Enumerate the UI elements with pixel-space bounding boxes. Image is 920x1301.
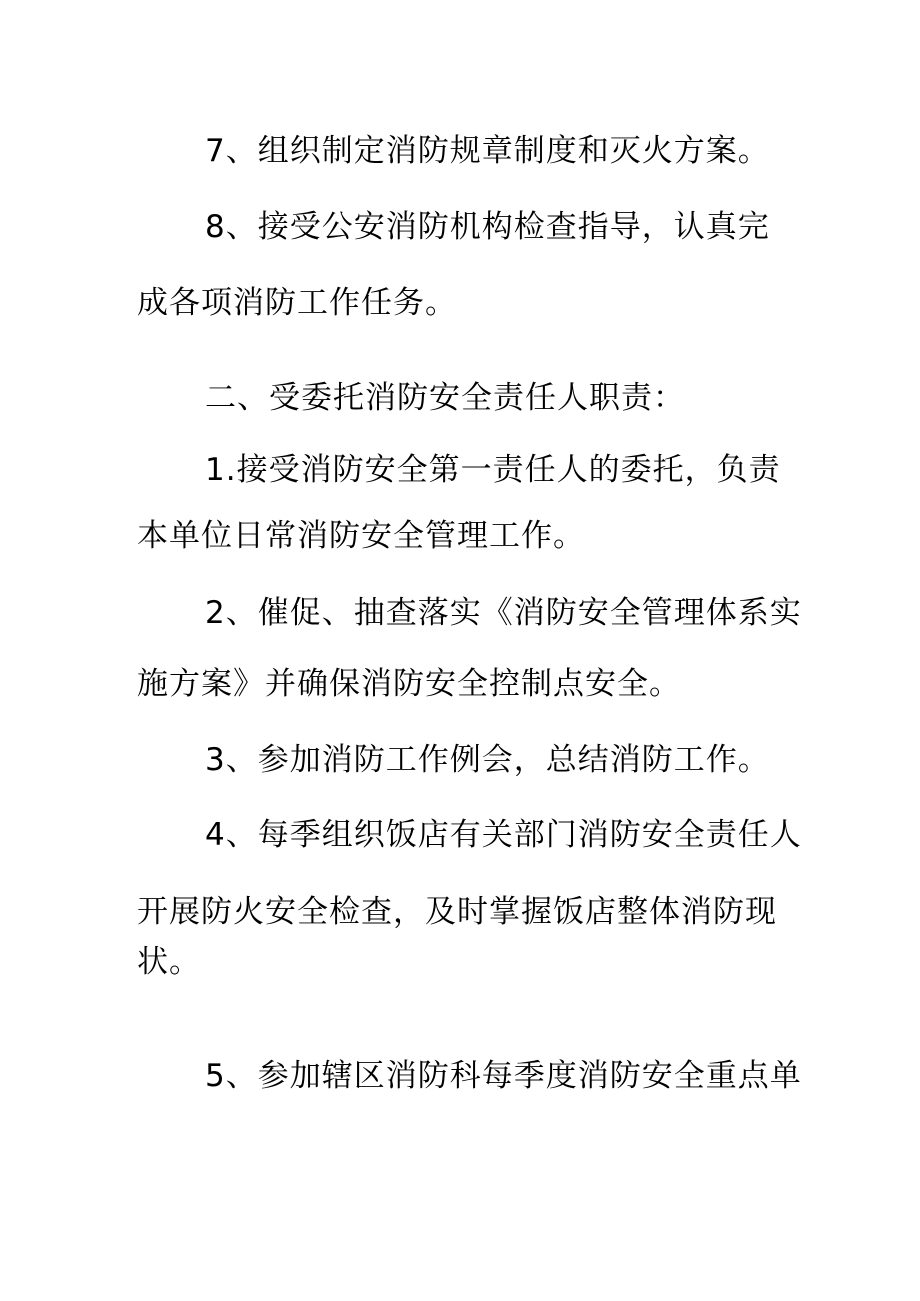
- paragraph-line: 状。: [137, 944, 201, 980]
- paragraph-line: 8、接受公安消防机构检查指导，认真完: [205, 209, 770, 245]
- paragraph-line: 2、催促、抽查落实《消防安全管理体系实: [205, 595, 802, 631]
- section-heading: 二、受委托消防安全责任人职责：: [205, 380, 685, 416]
- paragraph-line: 7、组织制定消防规章制度和灭火方案。: [205, 133, 770, 169]
- paragraph-line: 成各项消防工作任务。: [137, 285, 457, 321]
- paragraph-line: 施方案》并确保消防安全控制点安全。: [137, 666, 681, 702]
- paragraph-line: 开展防火安全检查，及时掌握饭店整体消防现: [137, 894, 777, 930]
- paragraph-line: 本单位日常消防安全管理工作。: [137, 518, 585, 554]
- paragraph-line: 4、每季组织饭店有关部门消防安全责任人: [205, 817, 802, 853]
- paragraph-line: 1.接受消防安全第一责任人的委托，负责: [205, 452, 781, 488]
- paragraph-line: 3、参加消防工作例会，总结消防工作。: [205, 742, 770, 778]
- paragraph-line: 5、参加辖区消防科每季度消防安全重点单: [205, 1058, 802, 1094]
